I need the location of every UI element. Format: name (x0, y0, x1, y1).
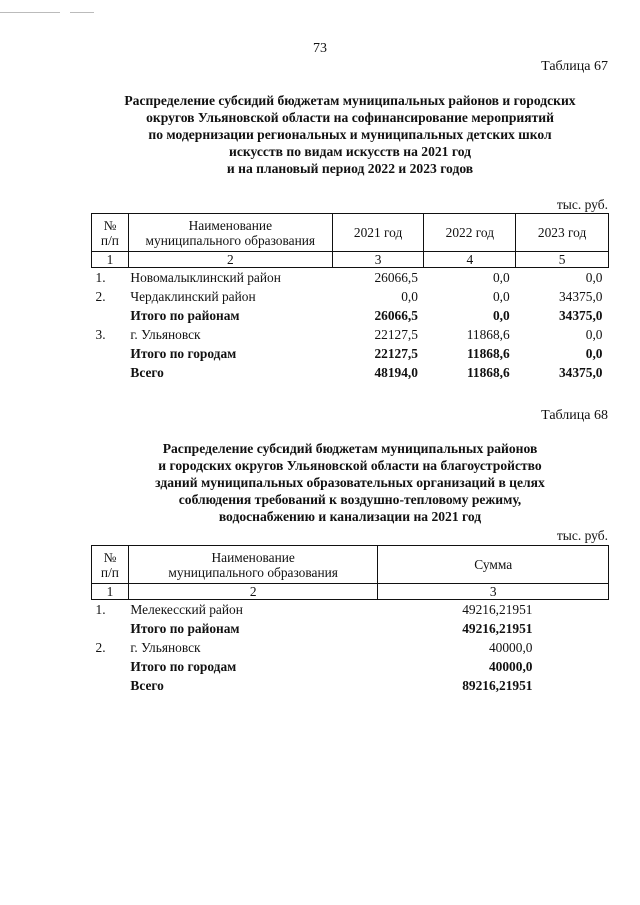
row-name: Новомалыклинский район (130, 270, 281, 285)
title-line: водоснабжению и канализации на 2021 год (218, 509, 482, 524)
title-line: зданий муниципальных образовательных организаций в целях (155, 475, 545, 490)
row-2023: 0,0 (585, 270, 603, 285)
header-no-line: № (103, 217, 117, 233)
row-sum: 49216,21951 (462, 621, 533, 636)
table-67 (91, 213, 609, 382)
table-row (92, 268, 609, 288)
row-name: г. Ульяновск (130, 327, 201, 342)
row-name: Итого по городам (130, 346, 237, 361)
col-number: 2 (128, 584, 378, 600)
header-no (92, 546, 129, 584)
title-line: соблюдения требований к воздушно-тепловому режиму, (178, 492, 522, 507)
table-row (92, 287, 609, 306)
row-name: г. Ульяновск (130, 640, 201, 655)
row-2023: 0,0 (585, 346, 603, 361)
header-no-line: п/п (100, 564, 119, 580)
row-name: Мелекесский район (130, 602, 243, 617)
row-2023: 34375,0 (558, 365, 603, 380)
header-name (128, 214, 332, 252)
table-row (92, 657, 609, 676)
table-68-label: Таблица 68 (541, 408, 608, 423)
header-name (128, 546, 378, 584)
title-line: округов Ульяновской области на софинансирование мероприятий (146, 110, 554, 125)
row-2021: 22127,5 (374, 327, 418, 342)
row-name: Чердаклинский район (130, 289, 256, 304)
row-2022: 11868,6 (466, 346, 510, 361)
header-no (92, 214, 129, 252)
table-row (92, 363, 609, 382)
table-row (92, 638, 609, 657)
row-2021: 0,0 (401, 289, 418, 304)
row-sum: 49216,21951 (462, 602, 533, 617)
row-no (92, 676, 129, 695)
row-no: 2. (95, 289, 106, 304)
table-row (92, 344, 609, 363)
title-line: и на плановый период 2022 и 2023 годов (226, 161, 474, 176)
row-name: Итого по районам (130, 621, 240, 636)
col-number: 4 (424, 252, 516, 268)
page-number: 73 (313, 41, 327, 56)
row-sum: 89216,21951 (462, 678, 533, 693)
row-name: Итого по городам (130, 659, 237, 674)
row-no: 2. (95, 640, 106, 655)
title-line: Распределение субсидий бюджетам муниципальных районов (162, 441, 538, 456)
table-68-unit: тыс. руб. (556, 528, 608, 543)
header-name-line: муниципального образования (145, 232, 316, 248)
row-2021: 26066,5 (374, 308, 418, 323)
table-67-title (90, 92, 610, 177)
row-2022: 11868,6 (466, 365, 510, 380)
row-no (92, 363, 129, 382)
row-name: Всего (130, 365, 164, 380)
table-row (92, 325, 609, 344)
table-row (92, 600, 609, 620)
header-no-line: п/п (100, 232, 119, 248)
col-number: 3 (378, 584, 609, 600)
row-no (92, 306, 129, 325)
row-2023: 0,0 (585, 327, 603, 342)
row-2021: 26066,5 (374, 270, 418, 285)
row-no: 1. (95, 602, 106, 617)
row-2023: 34375,0 (558, 308, 603, 323)
title-line: Распределение субсидий бюджетам муниципальных районов и городских (124, 93, 576, 108)
row-name: Всего (130, 678, 164, 693)
header-2021: 2021 год (332, 214, 424, 252)
col-number: 3 (332, 252, 424, 268)
row-2022: 0,0 (492, 289, 510, 304)
table-67-unit: тыс. руб. (556, 197, 608, 212)
title-line: искусств по видам искусств на 2021 год (229, 144, 471, 159)
row-2021: 48194,0 (374, 365, 418, 380)
row-2023: 34375,0 (558, 289, 603, 304)
table-68 (91, 545, 609, 695)
row-no: 3. (95, 327, 106, 342)
header-name-line: Наименование (211, 549, 295, 565)
table-row (92, 306, 609, 325)
header-2022: 2022 год (424, 214, 516, 252)
header-no-line: № (103, 549, 117, 565)
row-no (92, 344, 129, 363)
table-67-label: Таблица 67 (541, 59, 608, 74)
row-2022: 0,0 (492, 308, 510, 323)
row-2021: 22127,5 (374, 346, 418, 361)
col-number: 5 (516, 252, 609, 268)
row-2022: 11868,6 (466, 327, 510, 342)
header-2023: 2023 год (516, 214, 609, 252)
row-sum: 40000,0 (488, 659, 533, 674)
header-sum: Сумма (378, 546, 609, 584)
title-line: и городских округов Ульяновской области на благоустройство (158, 458, 542, 473)
row-name: Итого по районам (130, 308, 240, 323)
title-line: по модернизации региональных и муниципальных детских школ (148, 127, 552, 142)
row-no (92, 657, 129, 676)
table-row (92, 676, 609, 695)
row-no (92, 619, 129, 638)
scan-mark (0, 12, 60, 13)
row-2022: 0,0 (492, 270, 510, 285)
header-name-line: муниципального образования (168, 564, 338, 580)
table-68-title (90, 440, 610, 525)
col-number: 1 (92, 584, 129, 600)
row-no: 1. (95, 270, 106, 285)
scan-mark (70, 12, 94, 13)
col-number: 2 (128, 252, 332, 268)
header-name-line: Наименование (188, 217, 273, 233)
table-row (92, 619, 609, 638)
row-sum: 40000,0 (488, 640, 533, 655)
col-number: 1 (92, 252, 129, 268)
